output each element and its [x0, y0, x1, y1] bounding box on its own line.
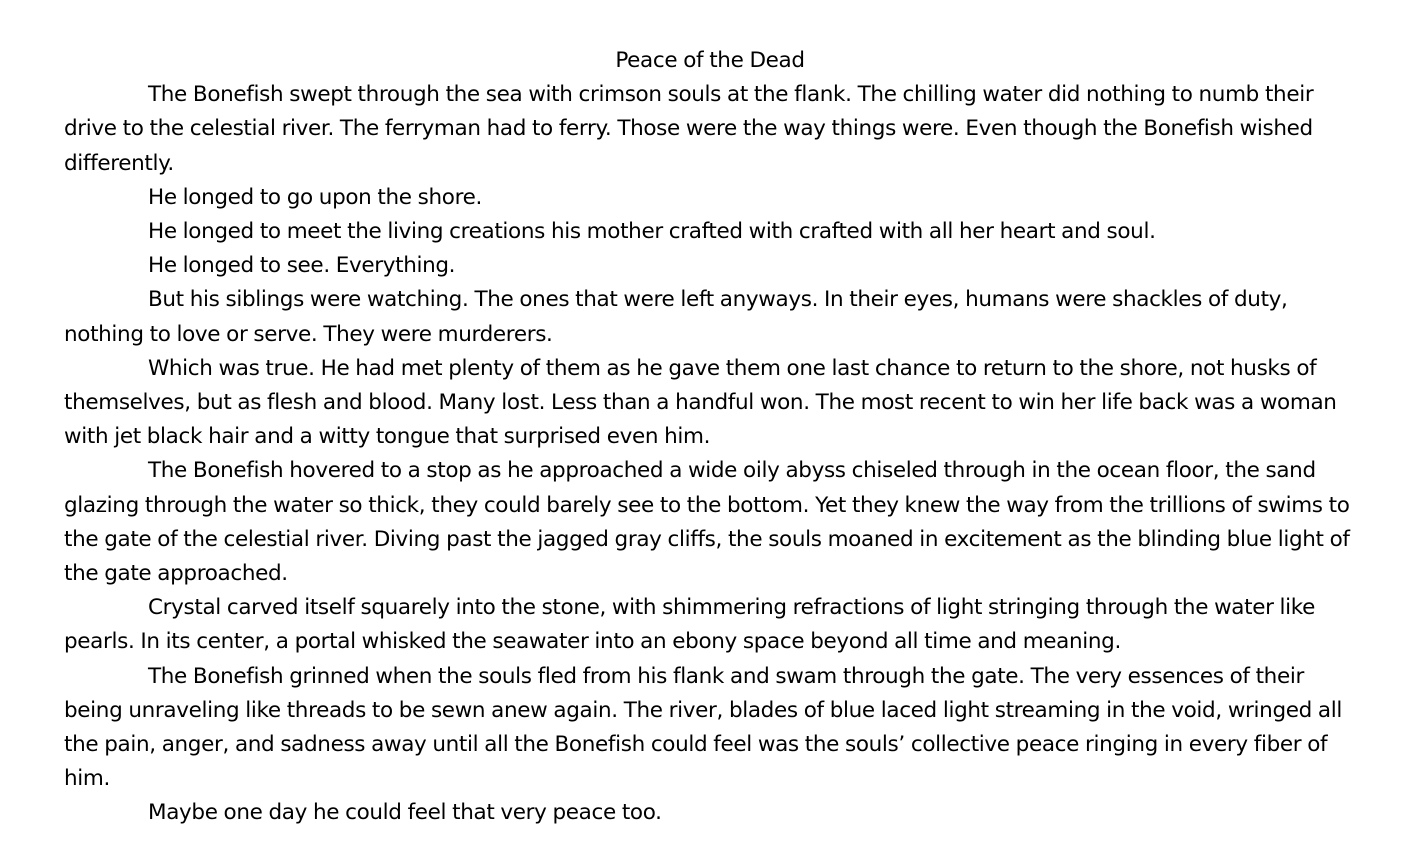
paragraph-8: Crystal carved itself squarely into the stone, with shimmering refractions of light stringing through the water like pearls. In its center, a portal whisked the seawater into an ebony space beyond all time and meaning. [64, 595, 1316, 655]
paragraph-5: But his siblings were watching. The ones that were left anyways. In their eyes, humans were shackles of duty, nothing to love or serve. They were murderers. [64, 287, 1288, 347]
paragraph-10: Maybe one day he could feel that very peace too. [148, 800, 662, 826]
paragraph-4: He longed to see. Everything. [148, 253, 456, 279]
document-page [64, 44, 1364, 831]
paragraph-9: The Bonefish grinned when the souls fled from his flank and swam through the gate. The very essences of their being unraveling like threads to be sewn anew again. The river, blades of blue laced light streaming in the void, wringed all the pain, anger, and sadness away until all the Bonefish could feel was the souls’ collective peace ringing in every fiber of him. [64, 663, 1342, 792]
paragraph-6: Which was true. He had met plenty of them as he gave them one last chance to return to the shore, not husks of themselves, but as flesh and blood. Many lost. Less than a handful won. The most recent to win her life back was a woman with jet black hair and a witty tongue that surprised even him. [64, 355, 1337, 450]
document-title: Peace of the Dead [615, 48, 805, 73]
paragraph-7: The Bonefish hovered to a stop as he approached a wide oily abyss chiseled through in the ocean floor, the sand glazing through the water so thick, they could barely see to the bottom. Yet they knew the way from the trillions of swims to the gate of the celestial river. Diving past the jagged gray cliffs, the souls moaned in excitement as the blinding blue light of the gate approached. [64, 458, 1350, 587]
paragraph-3: He longed to meet the living creations his mother crafted with crafted with all her heart and soul. [148, 219, 1156, 245]
paragraph-2: He longed to go upon the shore. [148, 184, 482, 210]
paragraph-1: The Bonefish swept through the sea with crimson souls at the flank. The chilling water did nothing to numb their drive to the celestial river. The ferryman had to ferry. Those were the way things were. Even though the Bonefish wished differently. [64, 82, 1314, 176]
